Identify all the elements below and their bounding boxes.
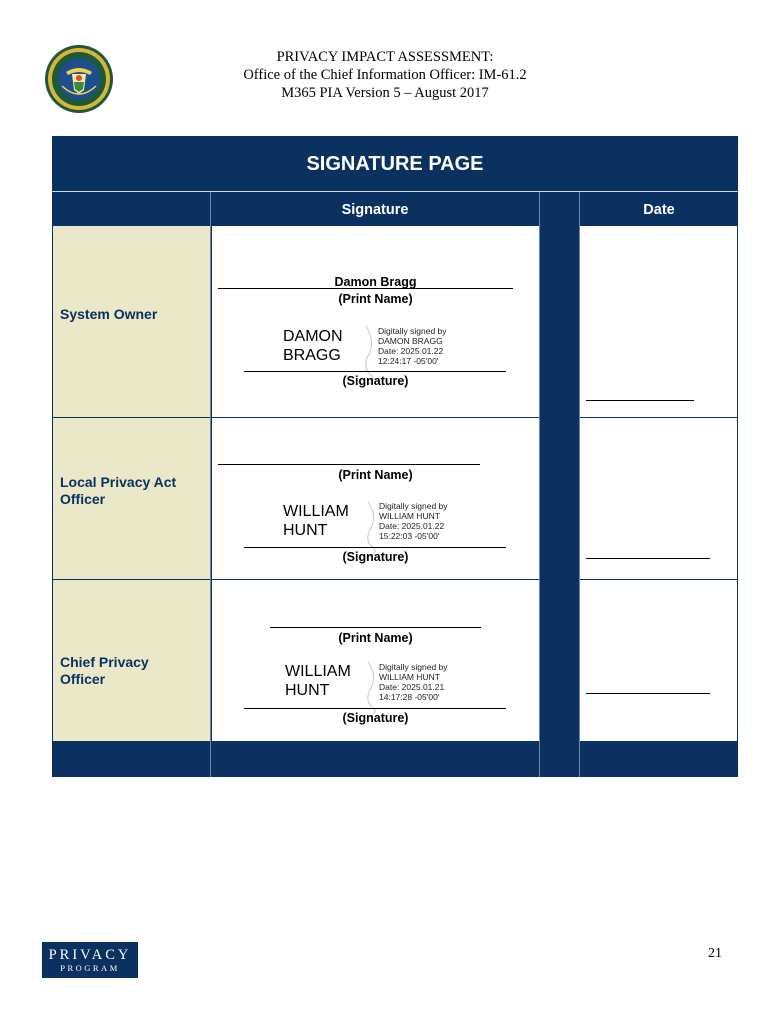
signature-caption: (Signature) — [342, 374, 409, 388]
department-of-energy-seal-icon — [44, 44, 114, 114]
role-label: Local Privacy Act Officer — [60, 474, 177, 507]
role-label: Chief Privacy Officer — [60, 654, 149, 687]
privacy-program-logo: PRIVACY PROGRAM — [42, 942, 138, 978]
title-divider — [52, 191, 738, 192]
role-cell-system-owner — [53, 226, 210, 417]
signature-cell-local-privacy-act-officer — [212, 418, 539, 579]
signature-line — [244, 371, 506, 372]
print-name-caption: (Print Name) — [338, 631, 413, 645]
header-line-2: Office of the Chief Information Officer: IM-61.2 — [243, 67, 527, 83]
print-name-caption: (Print Name) — [338, 468, 413, 482]
role-cell-chief-privacy-officer — [53, 580, 210, 741]
header-line-3: M365 PIA Version 5 – August 2017 — [281, 85, 489, 101]
date-line — [586, 558, 710, 559]
date-column-header: Date — [643, 201, 675, 218]
header-line-1: PRIVACY IMPACT ASSESSMENT: — [276, 49, 494, 65]
date-cell-chief-privacy-officer — [580, 580, 737, 741]
digital-signature-details: Digitally signed by WILLIAM HUNT Date: 2025.01.22 15:22:03 -05'00' — [379, 501, 448, 541]
date-line — [586, 400, 694, 401]
print-name-value: Damon Bragg — [334, 275, 417, 289]
role-cell-local-privacy-act-officer — [53, 418, 210, 579]
date-line — [586, 693, 710, 694]
column-divider — [210, 192, 211, 777]
date-cell-local-privacy-act-officer — [580, 418, 737, 579]
document-header — [160, 48, 610, 102]
digital-signature-name: WILLIAM HUNT — [285, 663, 351, 699]
digital-signature-details: Digitally signed by WILLIAM HUNT Date: 2025.01.21 14:17:28 -05'00' — [379, 662, 448, 702]
column-divider — [539, 192, 540, 777]
date-cell-system-owner — [580, 226, 737, 417]
signature-page-title: SIGNATURE PAGE — [306, 152, 484, 175]
print-name-caption: (Print Name) — [338, 292, 413, 306]
signature-column-header: Signature — [341, 201, 409, 218]
signature-caption: (Signature) — [342, 550, 409, 564]
digital-signature-name: WILLIAM HUNT — [283, 503, 349, 539]
print-name-line — [270, 627, 481, 628]
digital-signature-details: Digitally signed by DAMON BRAGG Date: 2025.01.22 12:24:17 -05'00' — [378, 326, 447, 366]
page-number: 21 — [708, 946, 722, 961]
digital-signature-name: DAMON BRAGG — [283, 328, 343, 364]
signature-line — [244, 547, 506, 548]
signature-table — [52, 136, 738, 777]
signature-cell-system-owner — [212, 226, 539, 417]
print-name-line — [218, 464, 480, 465]
signature-line — [244, 708, 506, 709]
signature-cell-chief-privacy-officer — [212, 580, 539, 741]
role-label: System Owner — [60, 306, 158, 322]
signature-caption: (Signature) — [342, 711, 409, 725]
